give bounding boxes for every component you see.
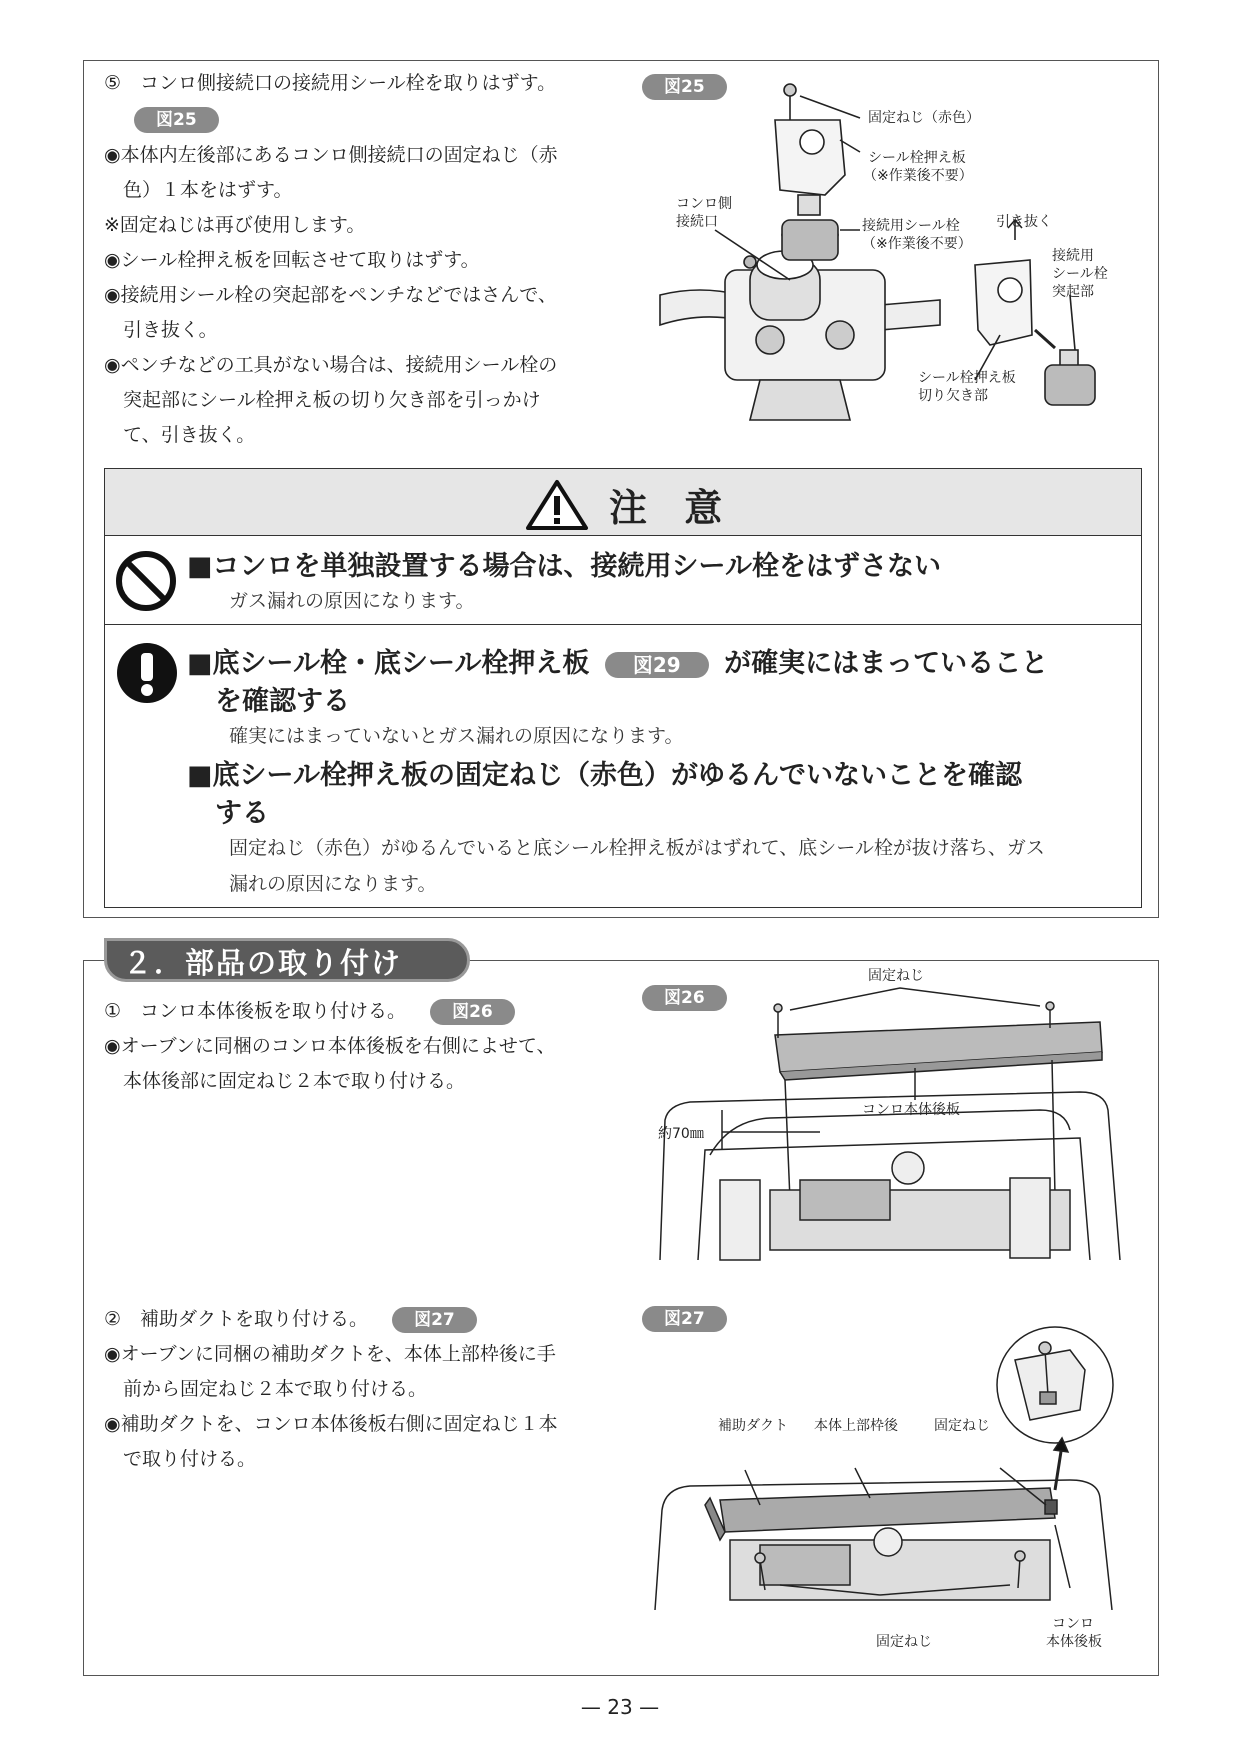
fig25-callout-pull: 引き抜く (996, 214, 1052, 230)
fig27-callout-panel2: 本体後板 (1046, 1634, 1102, 1650)
warning-triangle-icon (525, 479, 589, 531)
fig25-callout-plate2: （※作業後不要） (863, 168, 973, 184)
step5-line-7: 突起部にシール栓押え板の切り欠き部を引っかけ (104, 389, 541, 411)
caution-header (105, 469, 1141, 536)
fig26-label: 図26 (642, 985, 727, 1011)
step1-fig-ref: 図26 (430, 999, 515, 1025)
step2-heading: ② 補助ダクトを取り付ける。 図27 (104, 1302, 477, 1337)
step2-line-2: ◉補助ダクトを、コンロ本体後板右側に固定ねじ１本 (104, 1413, 558, 1435)
fig26-callout-panel: コンロ本体後板 (862, 1102, 960, 1118)
step2-line-0: ◉オーブンに同梱の補助ダクトを、本体上部枠後に手 (104, 1343, 556, 1365)
step5-fig-ref: 図25 (134, 102, 219, 137)
prohibition-icon (115, 550, 177, 612)
fig27-callout-screw-top: 固定ねじ (934, 1418, 990, 1434)
page-number: — 23 — (580, 1695, 660, 1719)
section-title: ２．部品の取り付け (104, 938, 470, 982)
must2-text-a: 固定ねじ（赤色）がゆるんでいると底シール栓押え板がはずれて、底シール栓が抜け落ち、ガス (229, 837, 1045, 859)
caution-prohibit-section (105, 536, 1141, 625)
step5-line-4: ◉接続用シール栓の突起部をペンチなどではさんで、 (104, 284, 557, 306)
step5-line-3: ◉シール栓押え板を回転させて取りはずす。 (104, 249, 480, 271)
fig27-callout-screw-bottom: 固定ねじ (876, 1634, 932, 1650)
step1-heading: ① コンロ本体後板を取り付ける。 図26 (104, 994, 515, 1029)
step2-line-1: 前から固定ねじ２本で取り付ける。 (104, 1378, 428, 1400)
fig27-callout-duct: 補助ダクト (718, 1418, 788, 1434)
must1-heading-cont: を確認する (215, 686, 350, 717)
fig26-callout-dist: 約70㎜ (658, 1126, 704, 1142)
prohibit-text: ガス漏れの原因になります。 (229, 590, 475, 612)
caution-box (104, 468, 1142, 908)
fig27-callout-frame: 本体上部枠後 (814, 1418, 898, 1434)
step5-line-2: ※固定ねじは再び使用します。 (104, 214, 366, 236)
fig25-callout-proj1: 接続用 (1052, 248, 1094, 264)
fig25-callout-notch2: 切り欠き部 (918, 388, 988, 404)
fig25-callout-plate1: シール栓押え板 (868, 150, 966, 166)
step5-line-8: て、引き抜く。 (104, 424, 256, 446)
fig27-label: 図27 (642, 1306, 727, 1332)
fig25-callout-port1: コンロ側 (676, 196, 732, 212)
step2-fig-ref: 図27 (392, 1307, 477, 1333)
step5-line-0: ◉本体内左後部にあるコンロ側接続口の固定ねじ（赤 (104, 144, 558, 166)
must1-fig-ref: 図29 (605, 652, 709, 678)
step5-line-6: ◉ペンチなどの工具がない場合は、接続用シール栓の (104, 354, 558, 376)
fig25-callout-port2: 接続口 (676, 214, 718, 230)
step5-line-5: 引き抜く。 (104, 319, 218, 341)
must2-text-b: 漏れの原因になります。 (229, 873, 437, 895)
step5-line-1: 色）１本をはずす。 (104, 179, 293, 201)
prohibit-heading: ■コンロを単独設置する場合は、接続用シール栓をはずさない (187, 551, 941, 582)
fig25-callout-notch1: シール栓押え板 (918, 370, 1016, 386)
fig26-callout-screw: 固定ねじ (868, 968, 924, 984)
step1-line-1: 本体後部に固定ねじ２本で取り付ける。 (104, 1070, 466, 1092)
must2-heading: ■底シール栓押え板の固定ねじ（赤色）がゆるんでいないことを確認 (187, 760, 1022, 791)
mandatory-icon (115, 641, 179, 705)
fig25-callout-proj2: シール栓 (1052, 266, 1108, 282)
must1-text: 確実にはまっていないとガス漏れの原因になります。 (229, 725, 684, 747)
step1-line-0: ◉オーブンに同梱のコンロ本体後板を右側によせて、 (104, 1035, 556, 1057)
fig27-illustration (650, 1320, 1130, 1610)
fig25-callout-plug1: 接続用シール栓 (862, 218, 960, 234)
fig25-callout-screw: 固定ねじ（赤色） (868, 110, 980, 126)
fig25-callout-proj3: 突起部 (1052, 284, 1094, 300)
step2-line-3: で取り付ける。 (104, 1448, 257, 1470)
fig27-callout-panel1: コンロ (1052, 1616, 1094, 1632)
fig25-label: 図25 (642, 74, 727, 100)
must1-heading: ■底シール栓・底シール栓押え板 図29 が確実にはまっていること (187, 648, 1049, 679)
must2-heading-cont: する (215, 798, 269, 829)
caution-title: 注 意 (609, 486, 735, 530)
step5-heading: ⑤ コンロ側接続口の接続用シール栓を取りはずす。 (104, 72, 557, 94)
fig25-callout-plug2: （※作業後不要） (862, 236, 972, 252)
fig26-illustration (650, 980, 1130, 1270)
